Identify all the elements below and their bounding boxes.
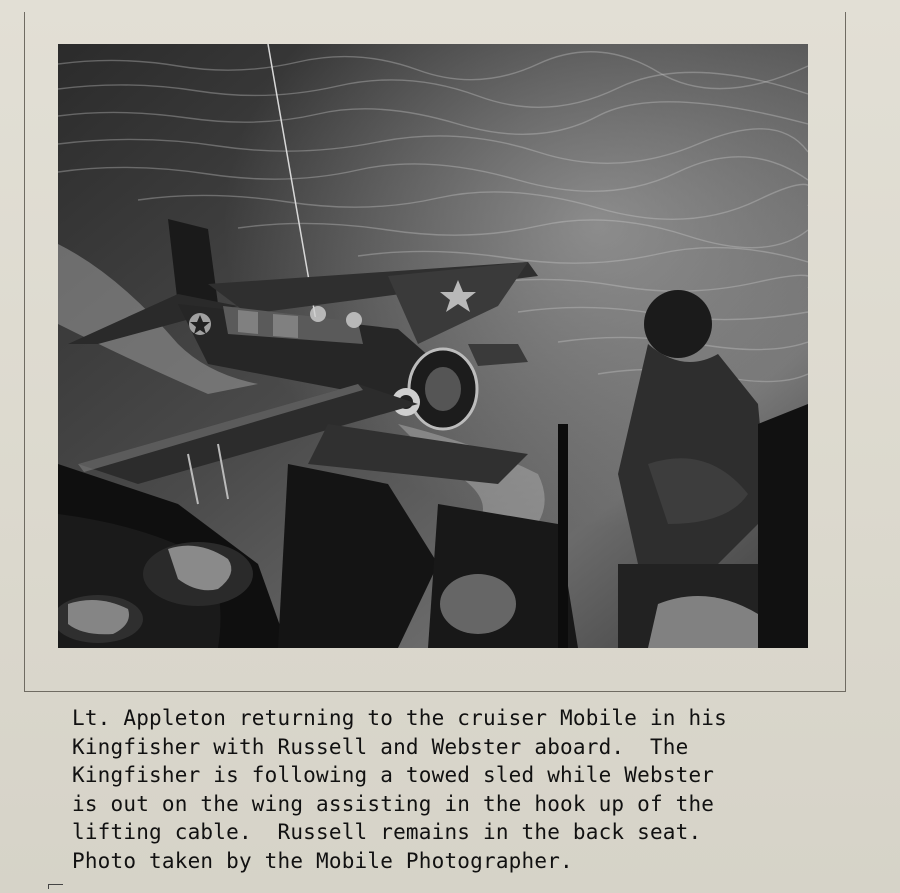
kingfisher-photograph (58, 44, 808, 648)
caption-line: Photo taken by the Mobile Photographer. (72, 848, 573, 873)
caption-line: Lt. Appleton returning to the cruiser Mobile in his (72, 706, 727, 730)
photo-caption (72, 704, 832, 876)
page-corner-mark (48, 884, 63, 889)
caption-line: Kingfisher with Russell and Webster aboard. The (72, 734, 689, 759)
caption-line: is out on the wing assisting in the hook up of the (72, 791, 715, 816)
caption-line: Kingfisher is following a towed sled while Webster (72, 763, 715, 788)
caption-line: lifting cable. Russell remains in the back seat. (72, 820, 702, 845)
